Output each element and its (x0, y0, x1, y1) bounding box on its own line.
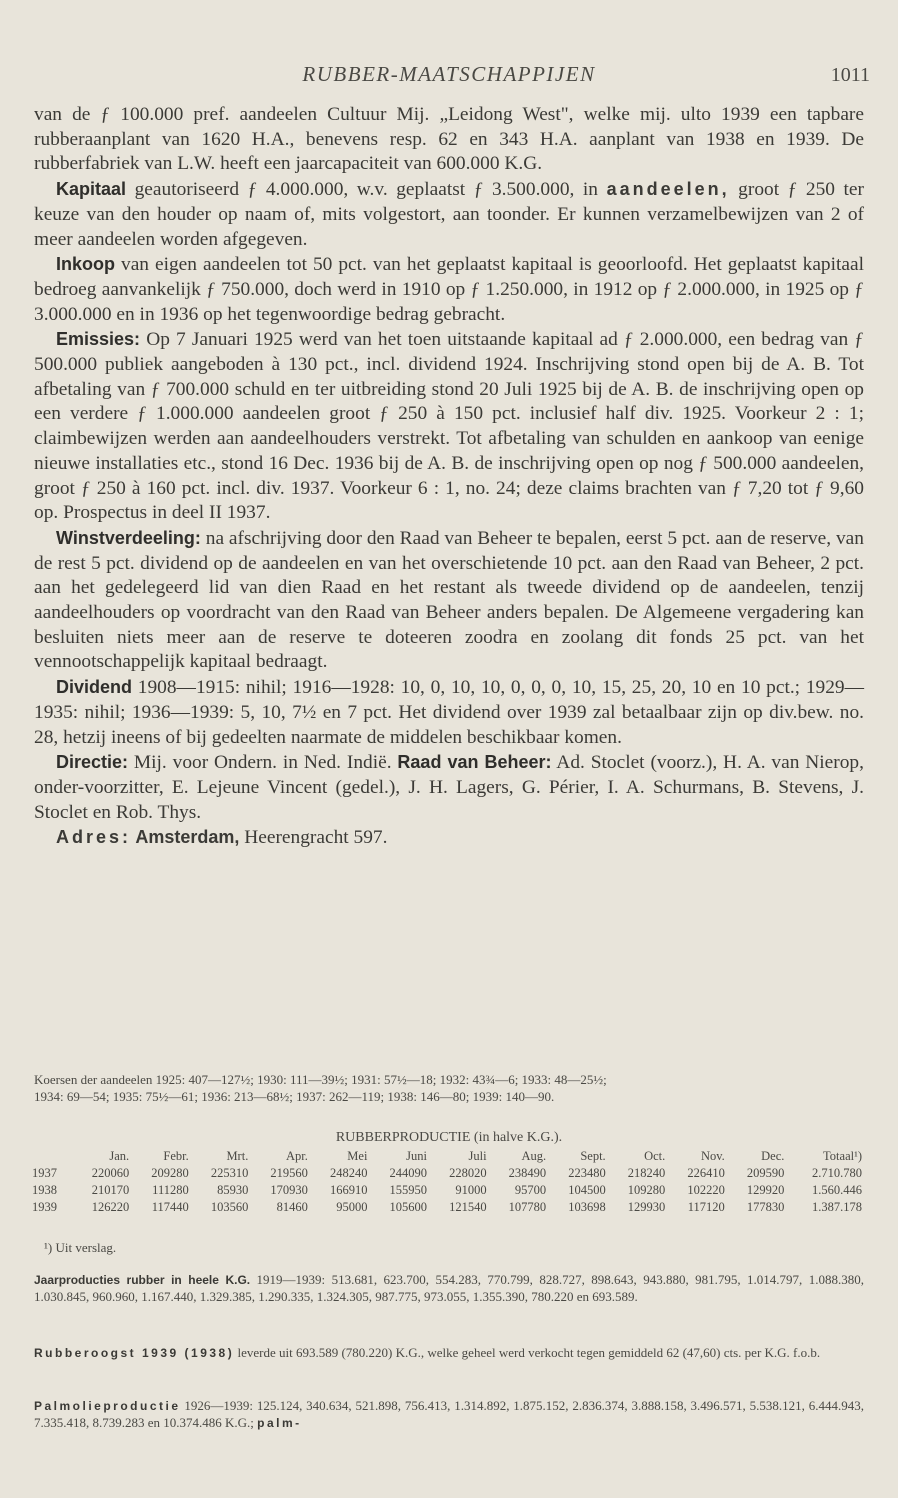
winst-label: Winstverdeeling: (56, 527, 201, 548)
paragraph-dividend (34, 675, 864, 750)
palmolie-label: Palmolieproductie (34, 1399, 181, 1413)
column-header: Aug. (521, 1149, 547, 1163)
adres-text: Heerengracht 597. (239, 827, 388, 849)
inkoop-label: Inkoop (56, 254, 115, 275)
column-header: Nov. (700, 1149, 725, 1163)
kapitaal-text-a: geautoriseerd ƒ 4.000.000, w.v. geplaatst ƒ 3.500.000, in (126, 179, 607, 201)
paragraph-emissies (34, 327, 864, 526)
table-cell: 109280 (627, 1183, 666, 1197)
table-footnote: ¹) Uit verslag. (44, 1240, 117, 1255)
column-header: Apr. (286, 1149, 308, 1163)
table-header-row (30, 1148, 864, 1165)
paragraph-adres (34, 825, 864, 851)
table-cell: 121540 (449, 1200, 487, 1214)
paragraph-inkoop (34, 252, 864, 327)
table-cell: 210170 (91, 1183, 130, 1197)
table-cell: 117120 (687, 1200, 725, 1214)
palmolie-text: 1926—1939: 125.124, 340.634, 521.898, 756.413, 1.314.892, 1.875.152, 2.836.374, 3.888.158, 3.496.571, 5.538.121, 6.444.943, 7.335.418, 8.739.283 en 10.374.486 K.G.; (34, 1398, 864, 1430)
table-cell: 126220 (91, 1200, 130, 1214)
kapitaal-text-b: groot ƒ 250 ter keuze van den houder op naam of, mits volgestort, aan toonder. Er kunnen verzamelbewijzen van 2 of meer aandeelen worden afgegeven. (34, 179, 864, 250)
rubberoogst-block (34, 1345, 864, 1362)
table-cell: 1.387.178 (812, 1200, 862, 1214)
table-cell: 85930 (217, 1183, 249, 1197)
directie-label: Directie: (56, 752, 129, 773)
kapitaal-spaced: aandeelen, (606, 179, 730, 200)
table-cell: 95700 (514, 1183, 547, 1197)
column-header: Jan. (109, 1149, 130, 1163)
column-header: Mrt. (226, 1149, 249, 1163)
column-header: Juli (468, 1149, 487, 1163)
running-title: RUBBER-MAATSCHAPPIJEN (302, 62, 596, 86)
adres-city: Amsterdam, (131, 827, 240, 848)
table-cell: 91000 (455, 1183, 487, 1197)
column-header: Mei (347, 1149, 368, 1163)
rubberproductie-title: RUBBERPRODUCTIE (in halve K.G.). (335, 1130, 563, 1145)
table-cell: 220060 (91, 1166, 130, 1180)
raad-label: Raad van Beheer: (397, 752, 552, 773)
table-cell: 170930 (270, 1183, 308, 1197)
column-header: Dec. (761, 1149, 785, 1163)
raad-text: Ad. Stoclet (voorz.), H. A. van Nierop, onder-voorzitter, E. Lejeune Vincent (gedel.), J. H. Lagers, G. Périer, I. A. Schurmans, B. Stevens, J. Stoclet en Rob. Thys. (34, 752, 864, 823)
palmolie-block (34, 1398, 864, 1431)
table-cell: 209590 (746, 1166, 785, 1180)
page-number: 1011 (830, 64, 870, 86)
column-header: Sept. (580, 1149, 606, 1163)
paragraph-kapitaal (34, 177, 864, 252)
table-cell: 1.560.446 (812, 1183, 862, 1197)
main-text (34, 103, 864, 851)
winst-text: na afschrijving door den Raad van Beheer te bepalen, eerst 5 pct. aan de reserve, van de rest 5 pct. dividend op de aandeelen en van het overschietende 10 pct. aan den Raad van Beheer, 2 pct. aan het gedelegeerd lid van dien Raad en het restant als tweede dividend op de aandeelen, tenzij aandeelhouders op voordracht van den Raad van Beheer anders bepalen. De Algemeene vergadering kan besluiten niets meer aan de reserve te doteeren zoodra en zoolang dit fonds 25 pct. van het vennootschappelijk kapitaal bedraagt. (34, 527, 864, 673)
table-cell: 155950 (389, 1183, 427, 1197)
adres-label: Adres: (56, 827, 132, 848)
table-cell: 226410 (687, 1166, 725, 1180)
table-cell: 117440 (151, 1200, 189, 1214)
table-cell: 103560 (210, 1200, 249, 1214)
table-cell: 105600 (389, 1200, 427, 1214)
column-header: Juni (406, 1149, 427, 1163)
table-cell: 102220 (687, 1183, 725, 1197)
table-row (30, 1165, 864, 1182)
table-cell: 103698 (568, 1200, 606, 1214)
table-row (30, 1182, 864, 1199)
jaarproducties-label: Jaarproducties rubber in heele K.G. (34, 1273, 251, 1287)
table-cell: 1937 (32, 1166, 57, 1180)
table-cell: 129920 (746, 1183, 785, 1197)
table-cell: 95000 (336, 1200, 368, 1214)
table-cell: 111280 (152, 1183, 189, 1197)
column-header: Oct. (644, 1149, 666, 1163)
directie-text: Mij. voor Ondern. in Ned. Indië. (128, 752, 398, 774)
paragraph-directie (34, 750, 864, 825)
column-header: Totaal¹) (823, 1149, 862, 1163)
koersen-block (34, 1072, 864, 1105)
table-cell: 228020 (449, 1166, 487, 1180)
column-header (30, 1148, 72, 1165)
table-cell: 238490 (508, 1166, 547, 1180)
table-cell: 166910 (329, 1183, 368, 1197)
table-cell: 104500 (568, 1183, 606, 1197)
paragraph-intro: van de ƒ 100.000 pref. aandeelen Cultuur Mij. „Leidong West", welke mij. ulto 1939 een tapbare rubberaanplant van 1620 H.A., benevens resp. 62 en 343 H.A. aanplant van 1938 en 1939. De rubberfabriek van L.W. heeft een jaarcapaciteit van 600.000 K.G. (34, 104, 864, 175)
emissies-label: Emissies: (56, 329, 141, 350)
table-cell: 1938 (32, 1183, 57, 1197)
table-cell: 1939 (32, 1200, 57, 1214)
table-cell: 223480 (568, 1166, 606, 1180)
table-cell: 219560 (270, 1166, 308, 1180)
table-cell: 248240 (329, 1166, 368, 1180)
table-cell: 129930 (627, 1200, 666, 1214)
rubberoogst-text: leverde uit 693.589 (780.220) K.G., welke geheel werd verkocht tegen gemiddeld 62 (47,60) cts. per K.G. f.o.b. (234, 1345, 821, 1360)
table-cell: 107780 (508, 1200, 547, 1214)
table-cell: 244090 (389, 1166, 427, 1180)
rubberoogst-label: Rubberoogst 1939 (1938) (34, 1346, 235, 1360)
table-cell: 2.710.780 (812, 1166, 862, 1180)
table-cell: 177830 (746, 1200, 785, 1214)
table-cell: 209280 (151, 1166, 189, 1180)
dividend-text: 1908—1915: nihil; 1916—1928: 10, 0, 10, 10, 0, 0, 0, 10, 15, 25, 20, 10 en 10 pct.; 1929—1935: nihil; 1936—1939: 5, 10, 7½ en 7 pct. Het dividend over 1939 zal betaalbaar zijn op div.bew. no. 28, hetzij ineens of bij gedeelten naarmate de middelen beschikbaar komen. (34, 677, 864, 748)
emissies-text: Op 7 Januari 1925 werd van het toen uitstaande kapitaal ad ƒ 2.000.000, een bedrag van ƒ 500.000 publiek aangeboden à 130 pct., incl. dividend 1924. Inschrijving stond open bij de A. B. Tot afbetaling van ƒ 700.000 schuld en ter uitbreiding stond 20 Juli 1925 bij de A. B. de inschrijving open op een verdere ƒ 1.000.000 aandeelen groot ƒ 250 à 150 pct. inclusief half div. 1925. Voorkeur 2 : 1; claimbewijzen werden aan aandeelhouders verstrekt. Tot afbetaling van schulden en aankoop van eenige nieuwe installaties etc., stond 16 Dec. 1936 bij de A. B. de inschrijving open op nog ƒ 500.000 aandeelen, groot ƒ 250 à 160 pct. incl. div. 1937. Voorkeur 6 : 1, no. 24; deze claims brachten van ƒ 7,20 tot ƒ 9,60 op. Prospectus in deel II 1937. (34, 329, 864, 524)
palmolie-trail: palm- (257, 1415, 302, 1430)
koersen-line-2: 1934: 69—54; 1935: 75½—61; 1936: 213—68½; 1937: 262—119; 1938: 146—80; 1939: 140—90. (34, 1088, 555, 1104)
paragraph-winstverdeeling (34, 526, 864, 675)
column-header: Febr. (163, 1149, 189, 1163)
jaarproducties-block (34, 1272, 864, 1305)
jaarproducties-text: 1919—1939: 513.681, 623.700, 554.283, 770.799, 828.727, 898.643, 943.880, 981.795, 1.014.797, 1.088.380, 1.030.845, 960.960, 1.167.440, 1.329.385, 1.290.335, 1.324.305, 987.775, 973.055, 1.355.390, 780.220 en 693.589. (34, 1272, 864, 1304)
koersen-line-1: Koersen der aandeelen 1925: 407—127½; 1930: 111—39½; 1931: 57½—18; 1932: 43¾—6; 1933: 48—25½; (34, 1072, 607, 1087)
page-header (0, 60, 898, 90)
kapitaal-label: Kapitaal (56, 179, 127, 200)
table-cell: 81460 (276, 1200, 308, 1214)
inkoop-text: van eigen aandeelen tot 50 pct. van het geplaatst kapitaal is geoorloofd. Het geplaatst kapitaal bedroeg aanvankelijk ƒ 750.000, doch werd in 1910 op ƒ 1.250.000, in 1912 op ƒ 2.000.000, in 1925 op ƒ 3.000.000 en in 1936 op het tegenwoordige bedrag gebracht. (34, 254, 864, 325)
rubberproductie-table (30, 1148, 864, 1216)
table-row (30, 1199, 864, 1216)
table-cell: 218240 (627, 1166, 666, 1180)
table-cell: 225310 (210, 1166, 249, 1180)
dividend-label: Dividend (56, 677, 133, 698)
